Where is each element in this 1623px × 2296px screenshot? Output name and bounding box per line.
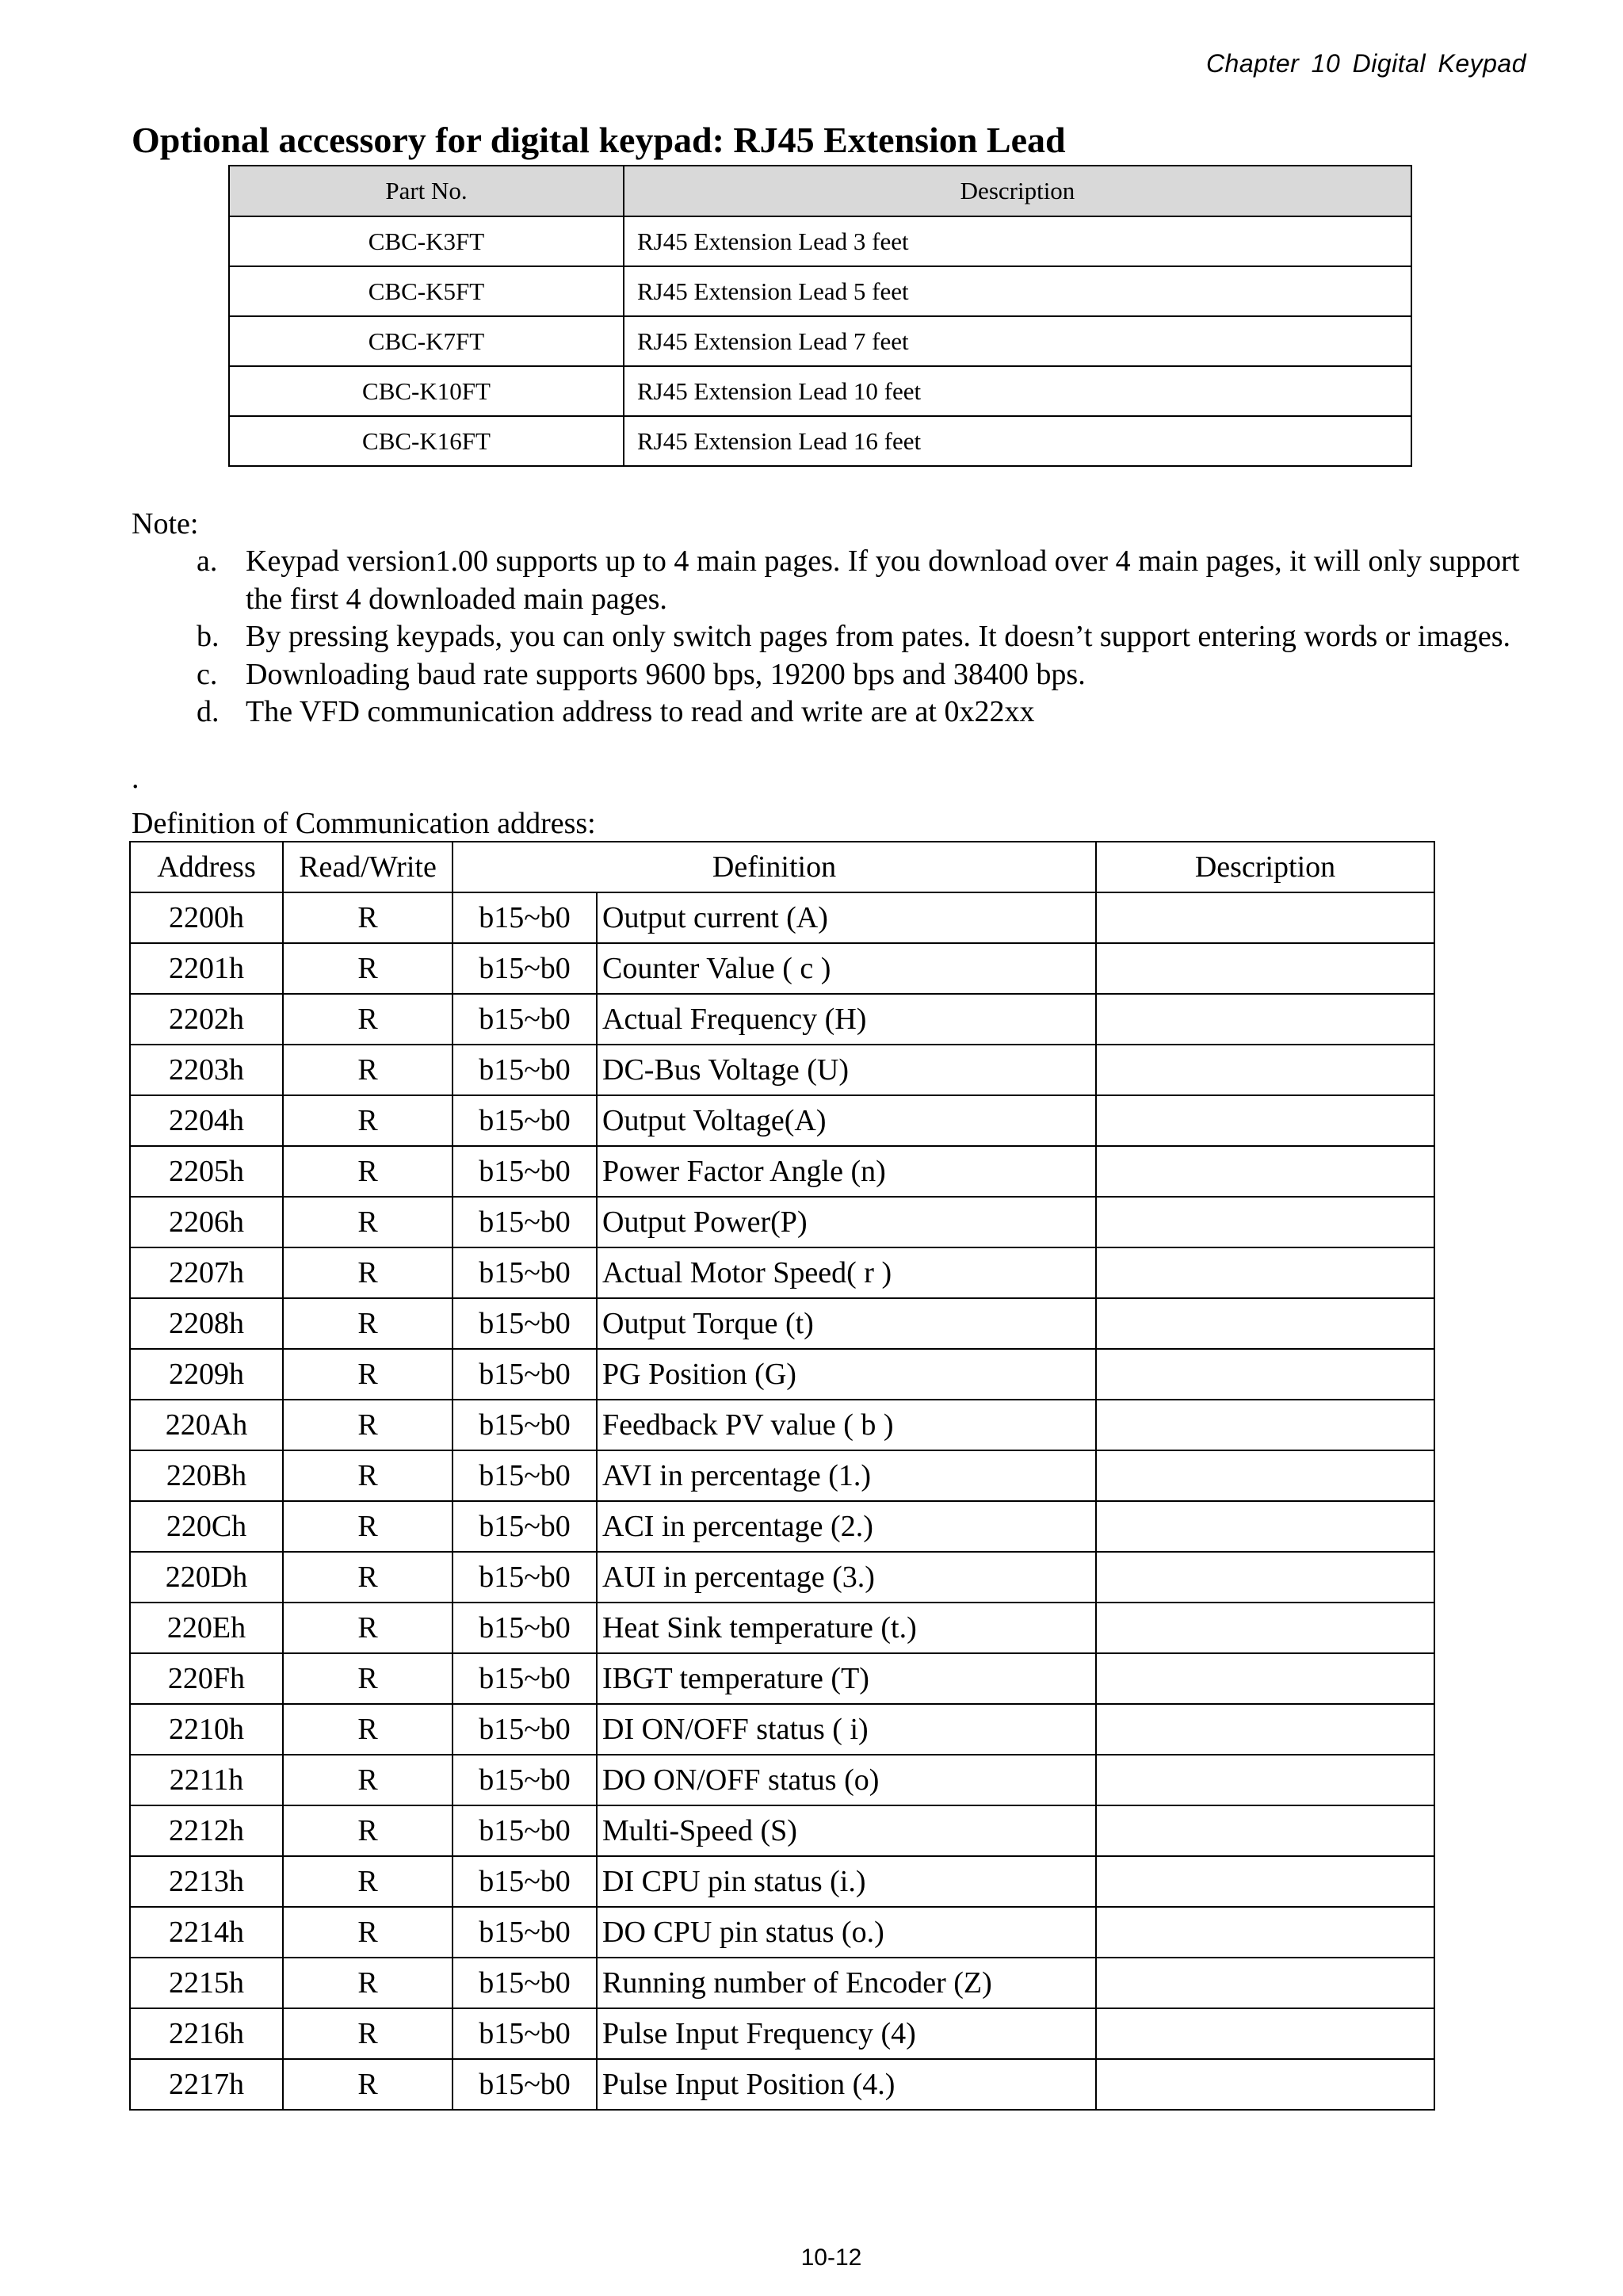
note-item-text: Downloading baud rate supports 9600 bps, 19200 bps and 38400 bps. (246, 657, 1086, 691)
description-cell: RJ45 Extension Lead 3 feet (624, 216, 1411, 266)
read-write-cell: R (283, 1197, 453, 1247)
description-cell: RJ45 Extension Lead 5 feet (624, 266, 1411, 316)
address-cell: 2210h (130, 1704, 283, 1755)
definition-cell: Output Power(P) (597, 1197, 1096, 1247)
definition-cell: Pulse Input Frequency (4) (597, 2008, 1096, 2059)
comm-row (130, 1146, 1434, 1197)
definition-cell: DI CPU pin status (i.) (597, 1856, 1096, 1907)
description-cell (1096, 1197, 1434, 1247)
description-cell (1096, 1552, 1434, 1603)
read-write-cell: R (283, 1146, 453, 1197)
address-cell: 2213h (130, 1856, 283, 1907)
header-definition: Definition (453, 842, 1096, 892)
read-write-cell: R (283, 2008, 453, 2059)
description-cell: RJ45 Extension Lead 10 feet (624, 366, 1411, 416)
bit-range-cell: b15~b0 (453, 1095, 597, 1146)
definition-cell: Actual Motor Speed( r ) (597, 1247, 1096, 1298)
read-write-cell: R (283, 1704, 453, 1755)
address-cell: 2214h (130, 1907, 283, 1958)
definition-cell: AVI in percentage (1.) (597, 1450, 1096, 1501)
definition-cell: Output Voltage(A) (597, 1095, 1096, 1146)
address-cell: 220Bh (130, 1450, 283, 1501)
definition-cell: Counter Value ( c ) (597, 943, 1096, 994)
description-cell (1096, 994, 1434, 1045)
comm-address-table (129, 841, 1435, 2111)
comm-row (130, 1805, 1434, 1856)
comm-row (130, 1045, 1434, 1095)
bit-range-cell: b15~b0 (453, 1197, 597, 1247)
read-write-cell: R (283, 1400, 453, 1450)
part-no-cell: CBC-K5FT (229, 266, 624, 316)
accessory-row (229, 366, 1411, 416)
comm-row (130, 1298, 1434, 1349)
comm-row (130, 943, 1434, 994)
comm-row (130, 892, 1434, 943)
address-cell: 2206h (130, 1197, 283, 1247)
description-cell (1096, 1298, 1434, 1349)
definition-cell: ACI in percentage (2.) (597, 1501, 1096, 1552)
accessory-row (229, 316, 1411, 366)
part-no-cell: CBC-K10FT (229, 366, 624, 416)
page-number: 10-12 (800, 2244, 862, 2271)
description-cell (1096, 1247, 1434, 1298)
note-item (182, 693, 1529, 732)
bit-range-cell: b15~b0 (453, 1501, 597, 1552)
read-write-cell: R (283, 1958, 453, 2008)
bit-range-cell: b15~b0 (453, 1552, 597, 1603)
description-cell (1096, 1450, 1434, 1501)
note-item-text: The VFD communication address to read and write are at 0x22xx (246, 695, 1035, 728)
description-cell (1096, 1349, 1434, 1400)
comm-row (130, 1755, 1434, 1805)
description-cell: RJ45 Extension Lead 7 feet (624, 316, 1411, 366)
accessory-row (229, 416, 1411, 466)
description-cell (1096, 892, 1434, 943)
chapter-header: Chapter 10 Digital Keypad (1205, 49, 1526, 78)
accessory-table-header-row (229, 166, 1411, 216)
part-no-cell: CBC-K7FT (229, 316, 624, 366)
description-cell (1096, 1146, 1434, 1197)
note-item (182, 618, 1529, 656)
note-item (182, 543, 1529, 618)
definition-cell: Output Torque (t) (597, 1298, 1096, 1349)
part-no-cell: CBC-K16FT (229, 416, 624, 466)
description-cell (1096, 1755, 1434, 1805)
comm-row (130, 1856, 1434, 1907)
read-write-cell: R (283, 892, 453, 943)
header-read-write: Read/Write (283, 842, 453, 892)
description-cell (1096, 2059, 1434, 2110)
definition-cell: PG Position (G) (597, 1349, 1096, 1400)
read-write-cell: R (283, 1755, 453, 1805)
read-write-cell: R (283, 1349, 453, 1400)
comm-row (130, 1704, 1434, 1755)
comm-row (130, 1501, 1434, 1552)
definition-cell: Running number of Encoder (Z) (597, 1958, 1096, 2008)
comm-row (130, 1400, 1434, 1450)
note-item-marker: c. (197, 657, 218, 691)
accessory-table (228, 165, 1412, 467)
description-cell: RJ45 Extension Lead 16 feet (624, 416, 1411, 466)
bit-range-cell: b15~b0 (453, 1907, 597, 1958)
bit-range-cell: b15~b0 (453, 2008, 597, 2059)
definition-cell: Power Factor Angle (n) (597, 1146, 1096, 1197)
read-write-cell: R (283, 1907, 453, 1958)
definition-cell: AUI in percentage (3.) (597, 1552, 1096, 1603)
address-cell: 220Fh (130, 1653, 283, 1704)
section-title: Optional accessory for digital keypad: RJ45 Extension Lead (132, 120, 1066, 160)
read-write-cell: R (283, 1603, 453, 1653)
read-write-cell: R (283, 943, 453, 994)
note-list (182, 543, 1529, 732)
note-item-marker: b. (197, 620, 220, 653)
description-cell (1096, 1653, 1434, 1704)
address-cell: 2200h (130, 892, 283, 943)
read-write-cell: R (283, 1856, 453, 1907)
description-cell (1096, 2008, 1434, 2059)
description-cell (1096, 943, 1434, 994)
part-no-cell: CBC-K3FT (229, 216, 624, 266)
note-item-text: Keypad version1.00 supports up to 4 main pages. If you download over 4 main pages, it will only support the first 4 downloaded main pages. (246, 544, 1520, 616)
description-cell (1096, 1958, 1434, 2008)
definition-cell: DI ON/OFF status ( i) (597, 1704, 1096, 1755)
bit-range-cell: b15~b0 (453, 1349, 597, 1400)
note-item-marker: a. (197, 544, 218, 578)
definition-cell: DC-Bus Voltage (U) (597, 1045, 1096, 1095)
bit-range-cell: b15~b0 (453, 1146, 597, 1197)
read-write-cell: R (283, 1247, 453, 1298)
comm-table-header-row (130, 842, 1434, 892)
read-write-cell: R (283, 994, 453, 1045)
bit-range-cell: b15~b0 (453, 1958, 597, 2008)
read-write-cell: R (283, 1805, 453, 1856)
bit-range-cell: b15~b0 (453, 1603, 597, 1653)
read-write-cell: R (283, 1501, 453, 1552)
address-cell: 2215h (130, 1958, 283, 2008)
definition-cell: Feedback PV value ( b ) (597, 1400, 1096, 1450)
description-cell (1096, 1704, 1434, 1755)
description-cell (1096, 1501, 1434, 1552)
read-write-cell: R (283, 1298, 453, 1349)
bit-range-cell: b15~b0 (453, 1805, 597, 1856)
note-label: Note: (132, 507, 199, 541)
comm-row (130, 1552, 1434, 1603)
bit-range-cell: b15~b0 (453, 1400, 597, 1450)
description-cell (1096, 1856, 1434, 1907)
definition-cell: DO CPU pin status (o.) (597, 1907, 1096, 1958)
bit-range-cell: b15~b0 (453, 1704, 597, 1755)
accessory-row (229, 266, 1411, 316)
definition-cell: Multi-Speed (S) (597, 1805, 1096, 1856)
address-cell: 2205h (130, 1146, 283, 1197)
bit-range-cell: b15~b0 (453, 1653, 597, 1704)
header-part-no: Part No. (229, 166, 624, 216)
comm-row (130, 2008, 1434, 2059)
note-item (182, 656, 1529, 694)
read-write-cell: R (283, 1450, 453, 1501)
header-description: Description (1096, 842, 1434, 892)
read-write-cell: R (283, 1653, 453, 1704)
bit-range-cell: b15~b0 (453, 1755, 597, 1805)
header-description: Description (624, 166, 1411, 216)
address-cell: 2216h (130, 2008, 283, 2059)
read-write-cell: R (283, 1045, 453, 1095)
address-cell: 2208h (130, 1298, 283, 1349)
comm-row (130, 1450, 1434, 1501)
address-cell: 2209h (130, 1349, 283, 1400)
description-cell (1096, 1045, 1434, 1095)
definition-cell: Actual Frequency (H) (597, 994, 1096, 1045)
trailing-dot: . (132, 762, 139, 795)
read-write-cell: R (283, 1552, 453, 1603)
address-cell: 2217h (130, 2059, 283, 2110)
address-cell: 220Ch (130, 1501, 283, 1552)
header-address: Address (130, 842, 283, 892)
description-cell (1096, 1095, 1434, 1146)
bit-range-cell: b15~b0 (453, 994, 597, 1045)
bit-range-cell: b15~b0 (453, 1298, 597, 1349)
note-item-text: By pressing keypads, you can only switch pages from pates. It doesn’t support entering words or images. (246, 620, 1511, 653)
bit-range-cell: b15~b0 (453, 1450, 597, 1501)
address-cell: 220Eh (130, 1603, 283, 1653)
comm-row (130, 994, 1434, 1045)
address-cell: 220Ah (130, 1400, 283, 1450)
comm-row (130, 1349, 1434, 1400)
definition-cell: IBGT temperature (T) (597, 1653, 1096, 1704)
definition-cell: Output current (A) (597, 892, 1096, 943)
comm-row (130, 1197, 1434, 1247)
definition-cell: Pulse Input Position (4.) (597, 2059, 1096, 2110)
comm-row (130, 1958, 1434, 2008)
comm-heading: Definition of Communication address: (132, 807, 596, 840)
address-cell: 2211h (130, 1755, 283, 1805)
address-cell: 2202h (130, 994, 283, 1045)
description-cell (1096, 1603, 1434, 1653)
comm-row (130, 1653, 1434, 1704)
bit-range-cell: b15~b0 (453, 1856, 597, 1907)
comm-row (130, 1247, 1434, 1298)
bit-range-cell: b15~b0 (453, 2059, 597, 2110)
comm-row (130, 1603, 1434, 1653)
description-cell (1096, 1805, 1434, 1856)
read-write-cell: R (283, 1095, 453, 1146)
bit-range-cell: b15~b0 (453, 892, 597, 943)
definition-cell: Heat Sink temperature (t.) (597, 1603, 1096, 1653)
description-cell (1096, 1400, 1434, 1450)
address-cell: 2201h (130, 943, 283, 994)
accessory-row (229, 216, 1411, 266)
address-cell: 2203h (130, 1045, 283, 1095)
bit-range-cell: b15~b0 (453, 1247, 597, 1298)
comm-row (130, 1095, 1434, 1146)
description-cell (1096, 1907, 1434, 1958)
comm-row (130, 2059, 1434, 2110)
address-cell: 2212h (130, 1805, 283, 1856)
note-item-marker: d. (197, 695, 220, 728)
address-cell: 2207h (130, 1247, 283, 1298)
definition-cell: DO ON/OFF status (o) (597, 1755, 1096, 1805)
bit-range-cell: b15~b0 (453, 1045, 597, 1095)
bit-range-cell: b15~b0 (453, 943, 597, 994)
read-write-cell: R (283, 2059, 453, 2110)
comm-row (130, 1907, 1434, 1958)
address-cell: 220Dh (130, 1552, 283, 1603)
address-cell: 2204h (130, 1095, 283, 1146)
